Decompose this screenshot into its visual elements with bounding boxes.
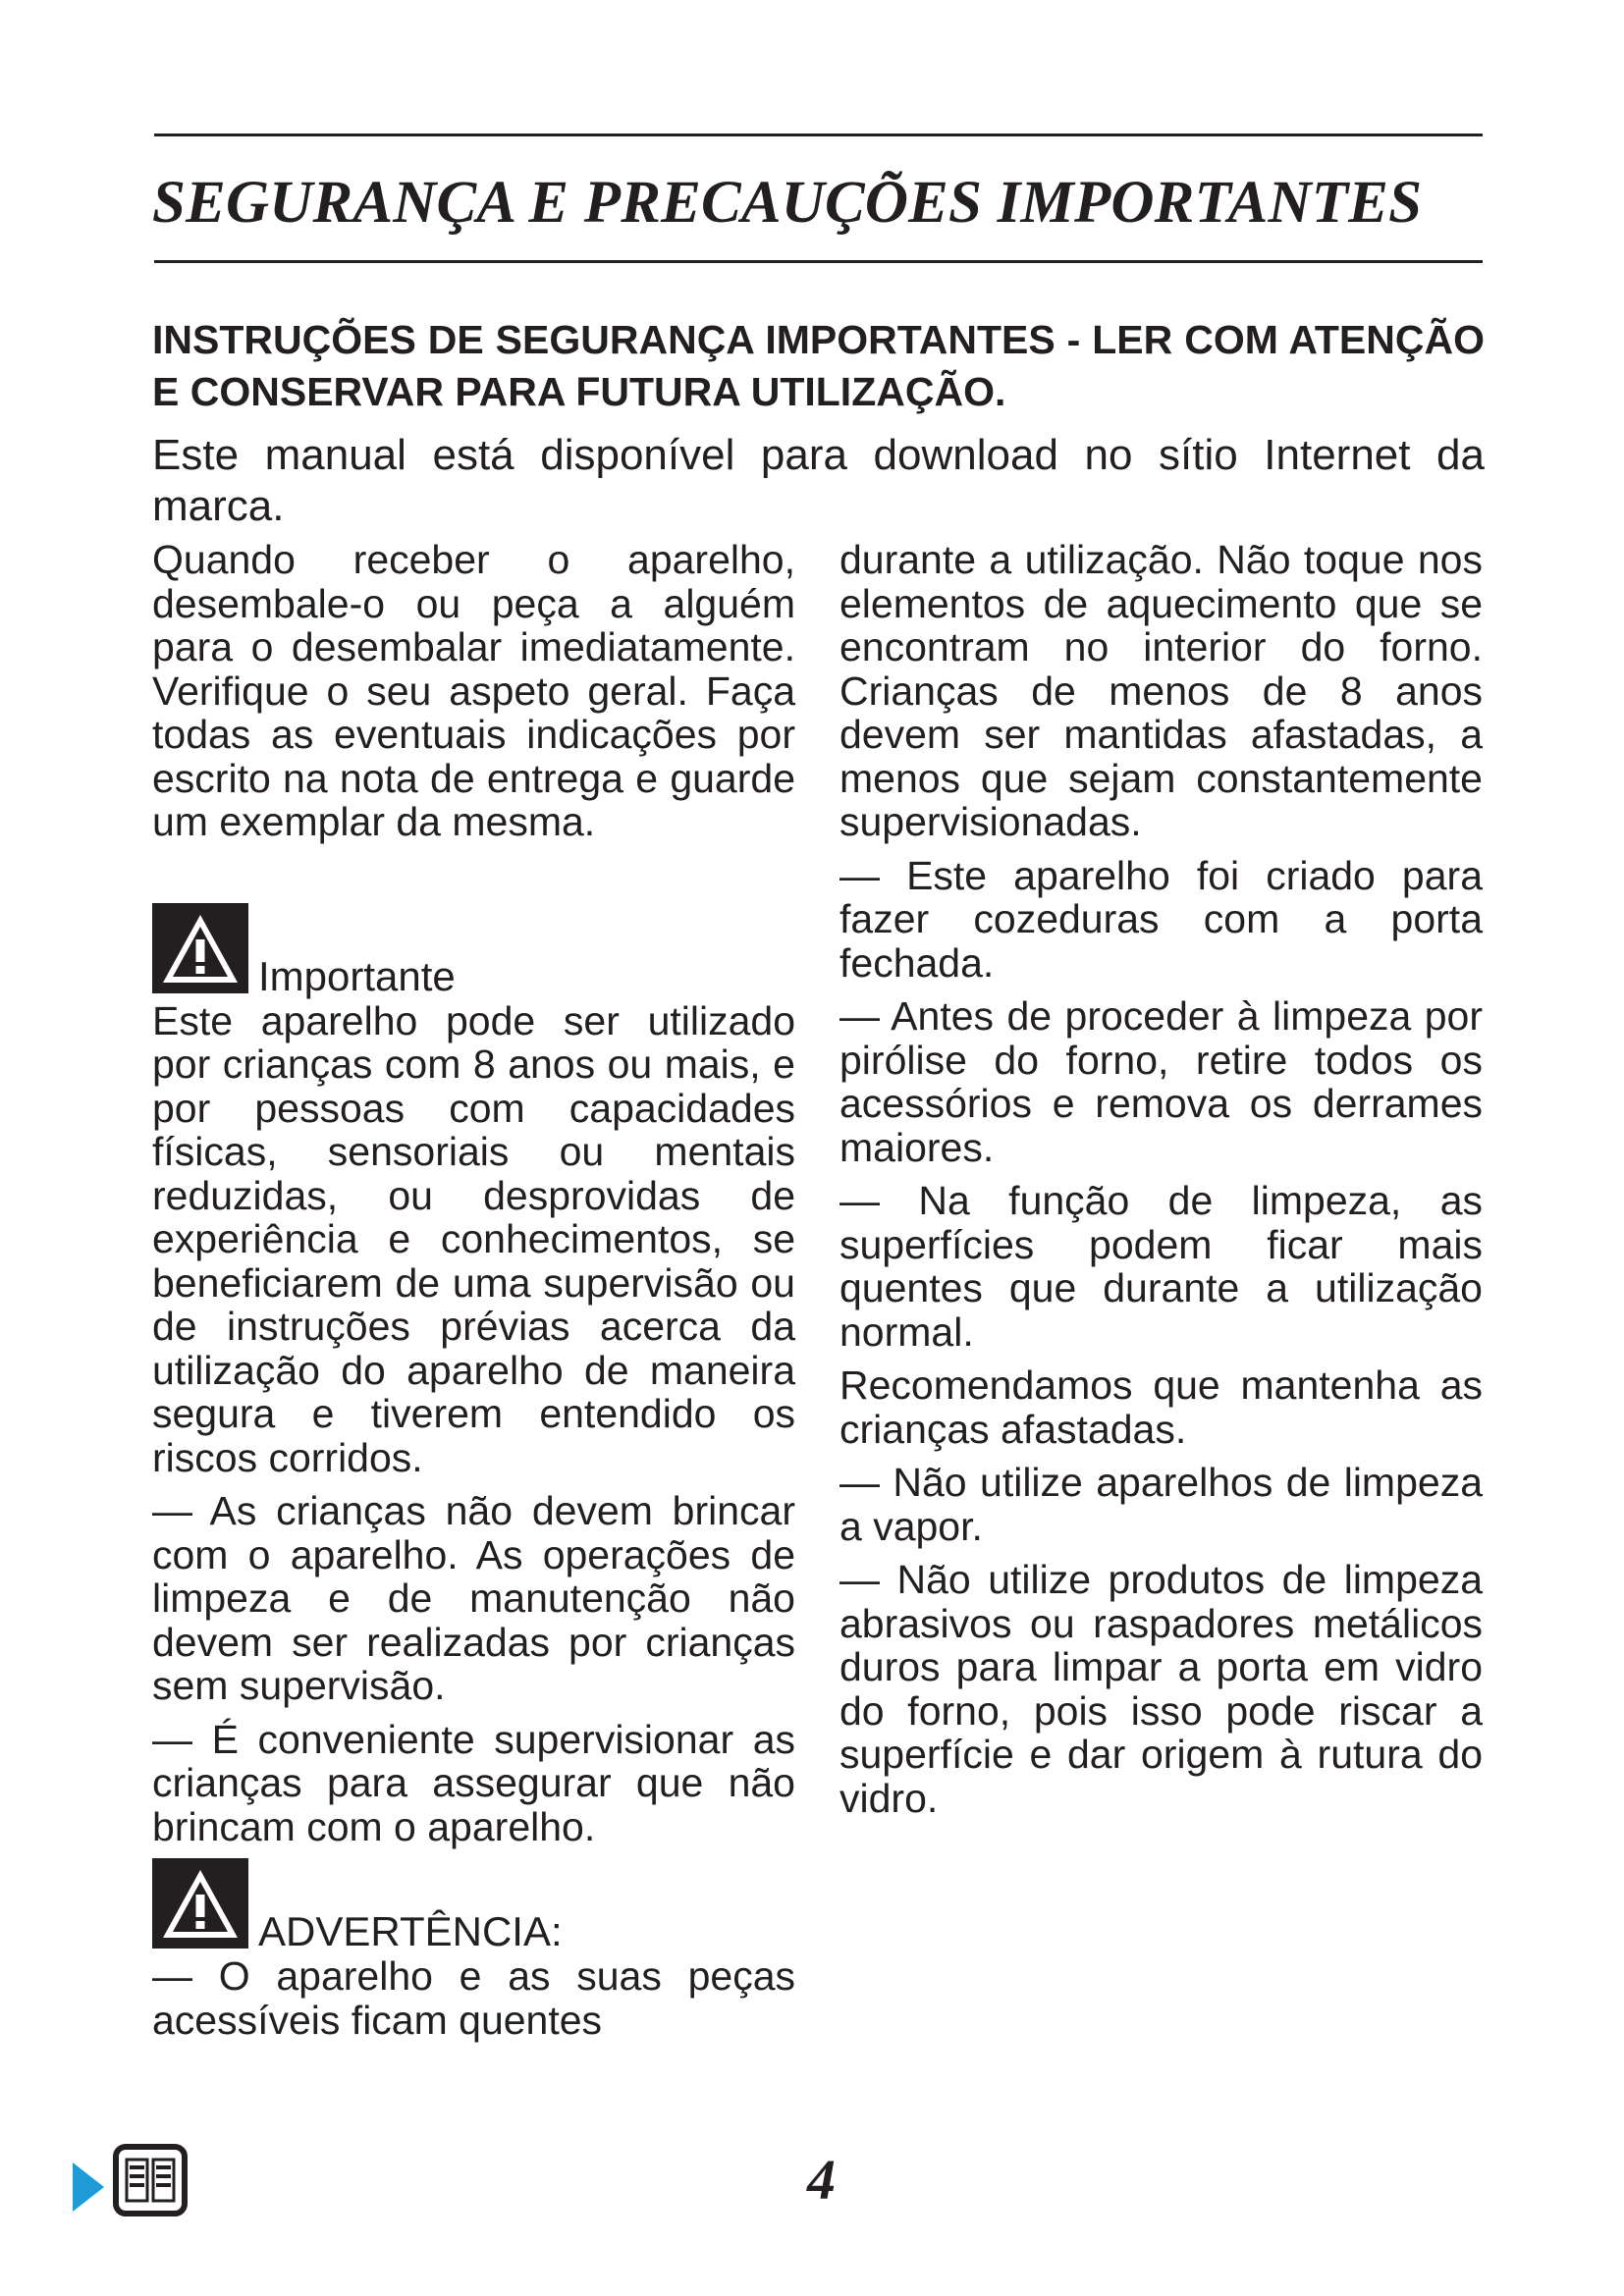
warning-triangle-icon: [152, 903, 248, 993]
pyrolysis-paragraph: — Antes de proceder à limpeza por pirólise do forno, retire todos os acessórios e remova os derrames maiores.: [839, 993, 1483, 1170]
cleaning-function-paragraph: — Na função de limpeza, as superfícies podem ficar mais quentes que durante a utilização normal.: [839, 1178, 1483, 1355]
heating-elements-paragraph: durante a utilização. Não toque nos elementos de aquecimento que se encontram no interior do forno. Crianças de menos de 8 anos devem ser mantidas afastadas, a menos que sejam constantemente supervisionadas.: [839, 537, 1483, 844]
title-underline-rule: [154, 260, 1483, 263]
next-page-arrow-icon[interactable]: [73, 2163, 104, 2212]
manual-book-icon[interactable]: [113, 2144, 188, 2216]
right-column: [839, 538, 1483, 1830]
supervise-children-paragraph: — É conveniente supervisionar as crianças para assegurar que não brincam com o aparelho.: [152, 1716, 795, 1849]
steam-cleaners-paragraph: — Não utilize aparelhos de limpeza a vapor.: [839, 1460, 1483, 1549]
top-rule: [154, 133, 1483, 136]
left-column: [152, 538, 795, 2052]
page-number: 4: [807, 2148, 836, 2212]
intro-paragraph: Este manual está disponível para download no sítio Internet da marca.: [152, 431, 1485, 530]
important-notice: [152, 903, 795, 999]
children-play-paragraph: — As crianças não devem brincar com o aparelho. As operações de limpeza e de manutenção não devem ser realizadas por crianças sem supervisão.: [152, 1488, 795, 1708]
children-usage-paragraph: Este aparelho pode ser utilizado por crianças com 8 anos ou mais, e por pessoas com capacidades físicas, sensoriais ou mentais reduzidas, ou desprovidas de experiência e conhecimentos, se beneficiarem de uma supervisão ou de instruções prévias acerca da utilização do aparelho de maneira segura e tiverem entendido os riscos corridos.: [152, 997, 795, 1480]
abrasive-products-paragraph: — Não utilize produtos de limpeza abrasivos ou raspadores metálicos duros para limpar a porta em vidro do forno, pois isso pode riscar a superfície e dar origem à rutura do vidro.: [839, 1557, 1483, 1821]
warning-label: ADVERTÊNCIA:: [258, 1908, 563, 1954]
keep-children-away-paragraph: Recomendamos que mantenha as crianças afastadas.: [839, 1362, 1483, 1452]
page-title: SEGURANÇA E PRECAUÇÕES IMPORTANTES: [152, 170, 1423, 236]
unpacking-paragraph: Quando receber o aparelho, desembale-o ou peça a alguém para o desembalar imediatamente. Verifique o seu aspeto geral. Faça todas as eventuais indicações por escrito na nota de entrega e guarde um exemplar da mesma.: [152, 537, 795, 844]
warning-triangle-icon: [152, 1858, 248, 1949]
important-label: Importante: [258, 952, 456, 999]
door-closed-paragraph: — Este aparelho foi criado para fazer cozeduras com a porta fechada.: [839, 852, 1483, 986]
hot-parts-paragraph: — O aparelho e as suas peças acessíveis ficam quentes: [152, 1953, 795, 2043]
warning-notice: [152, 1858, 795, 1954]
safety-instructions-heading: INSTRUÇÕES DE SEGURANÇA IMPORTANTES - LER COM ATENÇÃO E CONSERVAR PARA FUTURA UTILIZAÇÃO.: [152, 317, 1485, 414]
